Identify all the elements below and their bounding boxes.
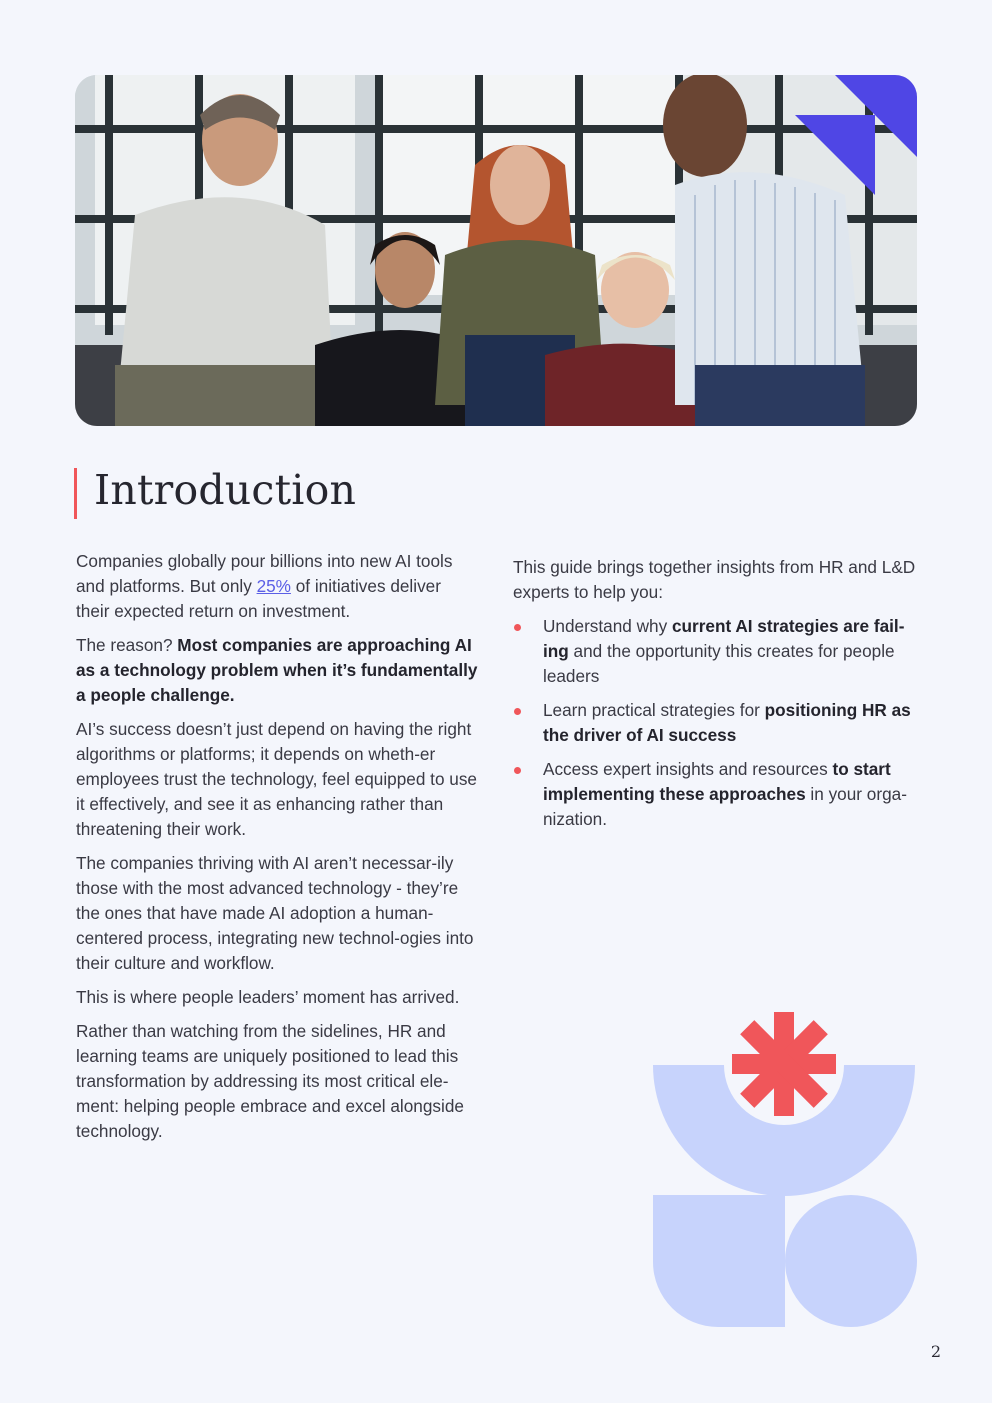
- decorative-shapes-icon: [650, 1005, 920, 1335]
- paragraph-1-text-end: of initiatives deliver their expected return on investment.: [76, 576, 441, 621]
- list-item-text: Access expert insights and resources: [543, 759, 833, 779]
- list-item-text: Understand why: [543, 616, 672, 636]
- benefits-list: [513, 614, 923, 832]
- title-accent-bar: [74, 468, 77, 519]
- hero-image: [75, 75, 917, 426]
- list-item: [513, 757, 923, 832]
- paragraph-4: The companies thriving with AI aren’t necessar-ily those with the most advanced technology - they’re the ones that have made AI adoption a human-centered process, integrating new technol-ogies into their culture and workflow.: [76, 853, 474, 973]
- left-column: [76, 549, 478, 1153]
- list-item-bold: to start implementing these approaches: [543, 759, 891, 804]
- team-meeting-photo-icon: [75, 75, 917, 426]
- paragraph-2-text: The reason?: [76, 635, 178, 655]
- list-item: [513, 698, 923, 748]
- list-item-text: and the opportunity this creates for people leaders: [543, 641, 895, 686]
- paragraph-6: Rather than watching from the sidelines, HR and learning teams are uniquely positioned to lead this transformation by addressing its most critical ele-ment: helping people embrace and excel alongside technology.: [76, 1021, 464, 1141]
- guide-intro: This guide brings together insights from HR and L&D experts to help you:: [513, 557, 916, 602]
- list-item-text: Learn practical strategies for: [543, 700, 765, 720]
- paragraph-5: This is where people leaders’ moment has arrived.: [76, 987, 460, 1007]
- paragraph-1: [76, 549, 478, 624]
- page-title: Introduction: [94, 466, 357, 514]
- list-item-text: in your orga-nization.: [543, 784, 907, 829]
- paragraph-1-text-start: Companies globally pour billions into new AI tools and platforms. But only: [76, 551, 453, 596]
- paragraph-3: AI’s success doesn’t just depend on having the right algorithms or platforms; it depends on wheth-er employees trust the technology, feel equipped to use it effectively, and see it as enhancing rather than threatening their work.: [76, 719, 477, 839]
- paragraph-2: [76, 633, 478, 708]
- stat-link[interactable]: 25%: [256, 576, 291, 596]
- list-item: [513, 614, 923, 689]
- list-item-bold: current AI strategies are fail-ing: [543, 616, 905, 661]
- page-number: 2: [930, 1342, 942, 1361]
- paragraph-2-bold: Most companies are approaching AI as a technology problem when it’s fundamentally a people challenge.: [76, 635, 478, 705]
- list-item-bold: positioning HR as the driver of AI success: [543, 700, 911, 745]
- right-column: [513, 555, 923, 841]
